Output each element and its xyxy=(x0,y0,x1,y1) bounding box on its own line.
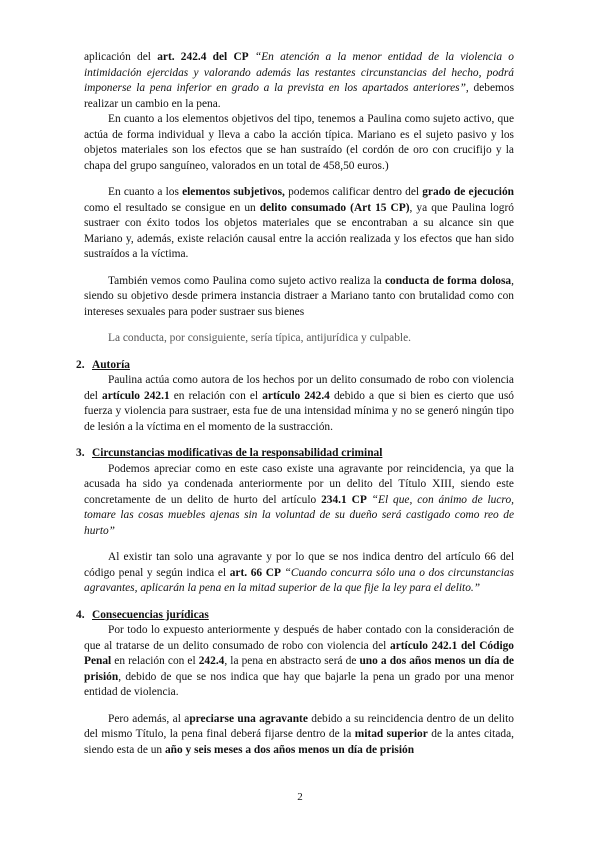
paragraph-autoria: Paulina actúa como autora de los hechos por un delito consumado de robo con violencia del artículo 242.1 en relación con el artículo 242.4 debido a que si bien es cierto que usó fuerza y violencia para sustraer, esta fue de una intensidad mínima y no se generó ningún tipo de lesión a la víctima en el momento de la sustracción. xyxy=(84,374,514,433)
paragraph-pena-abstracto: Por todo lo expuesto anteriormente y después de haber contado con la consideración de que al tratarse de un delito consumado de robo con violencia del artículo 242.1 del Código Penal en relación con el 242.4, la pena en abstracto será de uno a dos años menos un día de prisión, debido de que se nos indica que hay que bajarle la pena un grado por una menor entidad de violencia. xyxy=(84,624,515,698)
section-heading-consecuencias: 4. Consecuencias jurídicas xyxy=(76,608,209,621)
paragraph-elementos-subjetivos: En cuanto a los elementos subjetivos, podemos calificar dentro del grado de ejecución como el resultado se consigue en un delito consumado (Art 15 CP), ya que Paulina logró sustraer con éxito todos los objetos materiales que se encontraban a su alcance sin que Mariano y, además, existe relación causal entre la acción realizada y los efectos que han sido sustraídos a la víctima. xyxy=(84,186,514,260)
section-heading-circunstancias: 3. Circunstancias modificativas de la responsabilidad criminal xyxy=(76,447,383,459)
section-heading-autoria: 2. Autoría xyxy=(76,358,130,371)
paragraph-agravante: Al existir tan solo una agravante y por lo que se nos indica dentro del artículo 66 del código penal y según indica el art. 66 CP “Cuando concurra sólo una o dos circunstancias agravantes, aplicarán la pena en la mitad superior de la que fije la ley para el delito.” xyxy=(84,551,514,594)
paragraph-art-242-4: aplicación del art. 242.4 del CP “En atención a la menor entidad de la violencia o intimidación ejercidas y valorando además las restantes circunstancias del hecho, podrá imponerse la pena inferior en grado a la prevista en los apartados anteriores”, debemos realizar un cambio en la pena. xyxy=(84,51,514,110)
paragraph-conducta-dolosa: También vemos como Paulina como sujeto activo realiza la conducta de forma dolosa, siendo su objetivo desde primera instancia distraer a Mariano tanto con brutalidad como con intereses sexuales para poder sustraer sus bienes xyxy=(84,274,514,318)
paragraph-pena-final: Pero además, al apreciarse una agravante debido a su reincidencia dentro de un delito del mismo Título, la pena final deberá fijarse dentro de la mitad superior de la antes citada, siendo esta de un año y seis meses a dos años menos un día de prisión xyxy=(84,712,514,756)
paragraph-reincidencia: Podemos apreciar como en este caso existe una agravante por reincidencia, ya que la acusada ha sido ya condenada anteriormente por un delito del Título XIII, siendo este concretamente de un delito de hurto del artículo 234.1 CP “El que, con ánimo de lucro, tomare las cosas muebles ajenas sin la voluntad de su dueño será castigado como reo de hurto” xyxy=(84,462,514,537)
page-number: 2 xyxy=(297,791,303,803)
paragraph-elementos-objetivos: En cuanto a los elementos objetivos del tipo, tenemos a Paulina como sujeto activo, que actúa de forma individual y lleva a cabo la acción típica. Mariano es el sujeto pasivo y los objetos materiales son los efectos que se han sustraído (el cordón de oro con crucifijo y la chapa del grupo sanguíneo, valorados en un total de 458,50 euros.) xyxy=(84,113,514,172)
paragraph-conducta-tipica: La conducta, por consiguiente, sería típica, antijurídica y culpable. xyxy=(108,332,412,344)
